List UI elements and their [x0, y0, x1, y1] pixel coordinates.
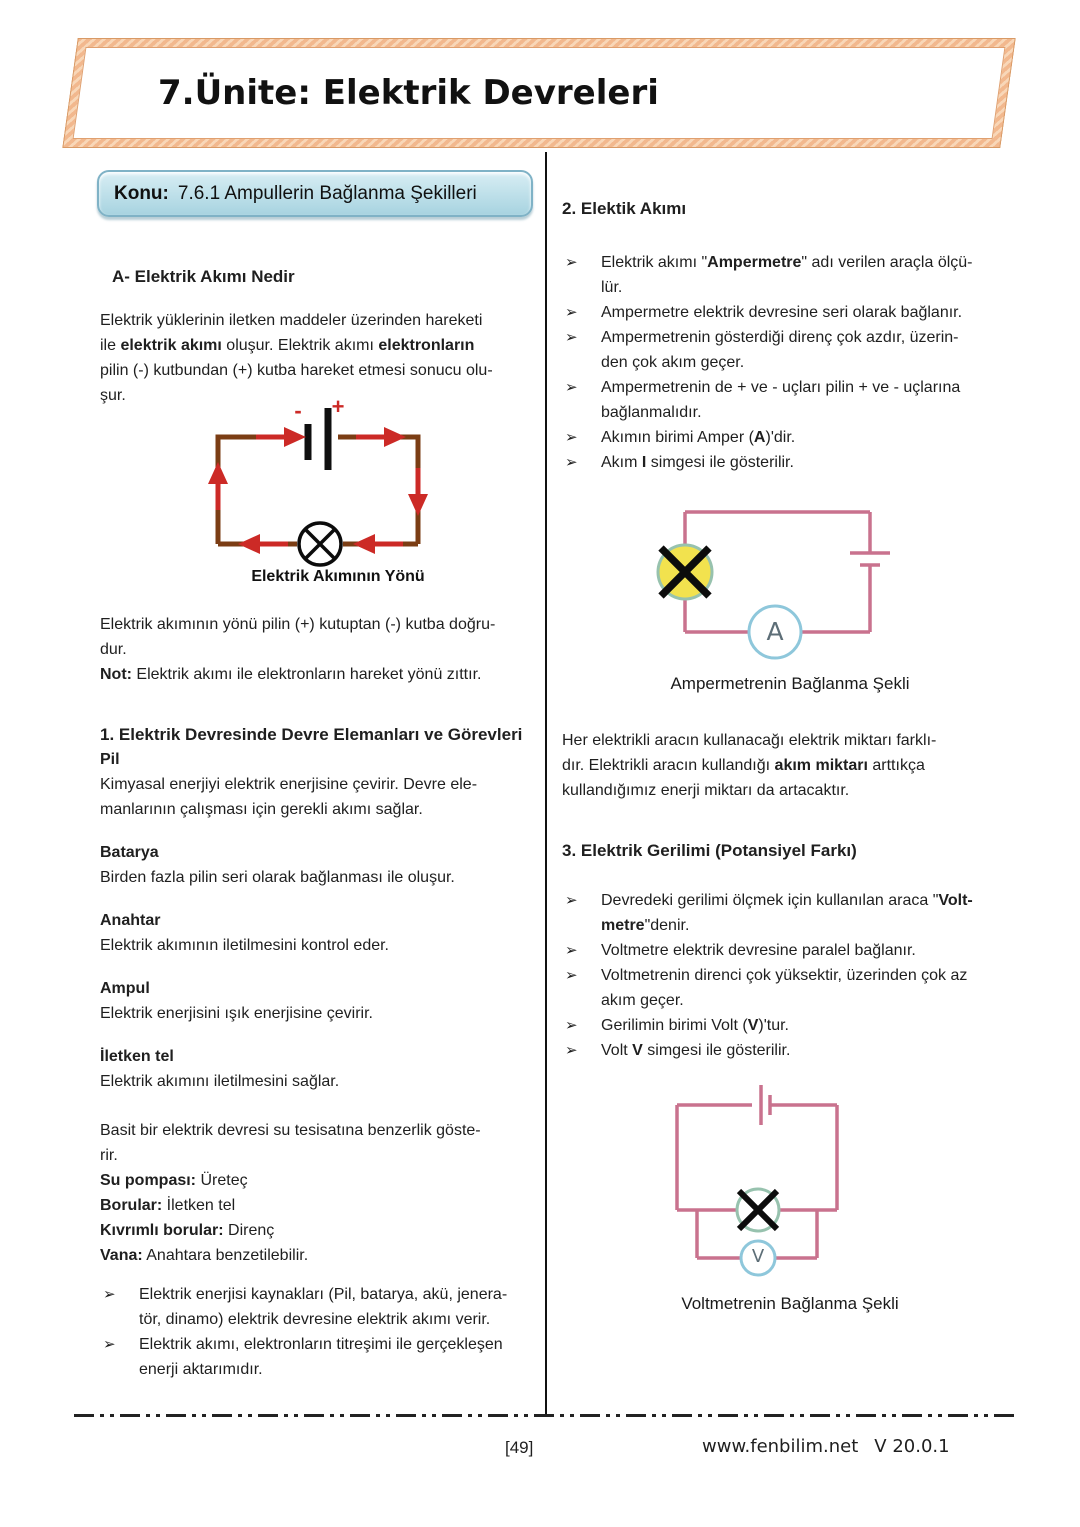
topic-title: 7.6.1 Ampullerin Bağlanma Şekilleri	[177, 182, 477, 204]
ammeter-caption: Ampermetrenin Bağlanma Şekli	[670, 674, 910, 693]
ammeter-letter: A	[766, 617, 784, 646]
list-item: ➢ Volt V simgesi ile gösterilir.	[565, 1038, 1023, 1063]
list-item: ➢ Gerilimin birimi Volt (V)'tur.	[565, 1013, 1023, 1038]
topic-label: Konu:	[114, 182, 169, 204]
paragraph-akim-miktari: Her elektrikli aracın kullanacağı elektrik miktarı farklı- dır. Elektrikli aracın kullandığı akım miktarı arttıkça kullandığımız enerji miktarı da artacaktır.	[562, 732, 937, 799]
section-1-heading: 1. Elektrik Devresinde Devre Elemanları ve Görevleri	[100, 725, 523, 744]
section-devre-elemanlari	[100, 722, 548, 1094]
term-anahtar: Anahtar	[100, 912, 161, 929]
voltmetre-bullet-list	[565, 888, 1023, 1063]
left-bullet-list	[103, 1282, 548, 1382]
battery-minus-label: -	[294, 398, 302, 423]
def-anahtar: Elektrik akımının iletilmesini kontrol eder.	[100, 937, 389, 954]
paragraph-akim-yonu: Elektrik akımının yönü pilin (+) kutuptan (-) kutba doğru- dur. Not: Elektrik akımı ile elektronların hareket yönü zıttır.	[100, 616, 496, 683]
arrow-bullet-icon: ➢	[565, 303, 578, 321]
voltmeter-letter: V	[751, 1246, 765, 1267]
list-item: ➢ Akım I simgesi ile gösterilir.	[565, 450, 1023, 475]
arrow-bullet-icon: ➢	[565, 453, 578, 471]
current-direction-caption: Elektrik Akımının Yönü	[251, 568, 425, 585]
term-iletken-tel: İletken tel	[100, 1048, 174, 1065]
unit-banner-inner	[73, 47, 1006, 139]
arrow-bullet-icon: ➢	[103, 1335, 116, 1353]
ampermetre-bullet-list	[565, 250, 1023, 475]
footer-site	[702, 1436, 950, 1457]
arrow-bullet-icon: ➢	[565, 253, 578, 271]
def-ampul: Elektrik enerjisini ışık enerjisine çevirir.	[100, 1005, 373, 1022]
voltmeter-diagram	[640, 1078, 940, 1318]
list-item: ➢ Voltmetre elektrik devresine paralel bağlanır.	[565, 938, 1023, 963]
term-pil: Pil	[100, 751, 120, 768]
list-item: ➢ Elektrik akımı "Ampermetre" adı verilen araçla ölçü- lür.	[565, 250, 1023, 300]
arrow-bullet-icon: ➢	[565, 1016, 578, 1034]
page-number: [49]	[505, 1438, 534, 1457]
paragraph-elektrik-akimi: Elektrik yüklerinin iletken maddeler üzerinden hareketi ile elektrik akımı oluşur. Elektrik akımı elektronların pilin (-) kutbundan (+) kutba hareket etmesi sonucu olu- şur.	[100, 312, 493, 404]
ammeter-diagram	[640, 492, 940, 707]
voltmeter-caption: Voltmetrenin Bağlanma Şekli	[681, 1294, 899, 1313]
battery-plus-label: +	[331, 394, 345, 419]
term-ampul: Ampul	[100, 980, 150, 997]
list-item: ➢ Ampermetrenin gösterdiği direnç çok azdır, üzerin- den çok akım geçer.	[565, 325, 1023, 375]
unit-banner	[62, 38, 1015, 148]
arrow-bullet-icon: ➢	[565, 328, 578, 346]
list-item: ➢ Elektrik akımı, elektronların titreşimi ile gerçekleşen enerji aktarımıdır.	[103, 1332, 548, 1382]
current-direction-circuit-svg	[168, 396, 532, 596]
arrow-bullet-icon: ➢	[565, 428, 578, 446]
unit-title: 7.Ünite: Elektrik Devreleri	[158, 73, 659, 113]
arrow-bullet-icon: ➢	[565, 378, 578, 396]
heading-elektrik-akimi: 2. Elektik Akımı	[562, 199, 687, 218]
arrow-bullet-icon: ➢	[565, 966, 578, 984]
list-item: ➢ Ampermetre elektrik devresine seri olarak bağlanır.	[565, 300, 1023, 325]
list-item: ➢ Elektrik enerjisi kaynakları (Pil, batarya, akü, jenera- tör, dinamo) elektrik devresine elektrik akımı verir.	[103, 1282, 548, 1332]
version-label: V 20.0.1	[874, 1436, 950, 1457]
list-item: ➢ Ampermetrenin de + ve - uçları pilin + ve - uçlarına bağlanmalıdır.	[565, 375, 1023, 425]
voltmeter-circuit-svg	[640, 1078, 940, 1318]
def-batarya: Birden fazla pilin seri olarak bağlanması ile oluşur.	[100, 869, 455, 886]
list-item: ➢ Devredeki gerilimi ölçmek için kullanılan araca "Volt- metre"denir.	[565, 888, 1023, 938]
term-batarya: Batarya	[100, 844, 159, 861]
arrow-bullet-icon: ➢	[565, 1041, 578, 1059]
site-url: www.fenbilim.net	[702, 1436, 859, 1457]
def-iletken-tel: Elektrik akımını iletilmesini sağlar.	[100, 1073, 340, 1090]
footer-divider	[74, 1414, 1020, 1417]
arrow-bullet-icon: ➢	[103, 1285, 116, 1303]
arrow-bullet-icon: ➢	[565, 941, 578, 959]
current-direction-diagram	[168, 396, 532, 596]
arrow-bullet-icon: ➢	[565, 891, 578, 909]
list-item: ➢ Voltmetrenin direnci çok yüksektir, üzerinden çok az akım geçer.	[565, 963, 1023, 1013]
topic-box	[97, 170, 533, 217]
heading-elektrik-akimi-nedir: A- Elektrik Akımı Nedir	[112, 267, 295, 286]
paragraph-su-tesisati: Basit bir elektrik devresi su tesisatına benzerlik göste- rir. Su pompası: Üreteç Borular: İletken tel Kıvrımlı borular: Direnç Vana: Anahtara benzetilebilir.	[100, 1122, 481, 1264]
list-item: ➢ Akımın birimi Amper (A)'dir.	[565, 425, 1023, 450]
heading-elektrik-gerilimi: 3. Elektrik Gerilimi (Potansiyel Farkı)	[562, 841, 857, 860]
def-pil: Kimyasal enerjiyi elektrik enerjisine çevirir. Devre ele- manlarının çalışması için gerekli akımı sağlar.	[100, 776, 478, 818]
